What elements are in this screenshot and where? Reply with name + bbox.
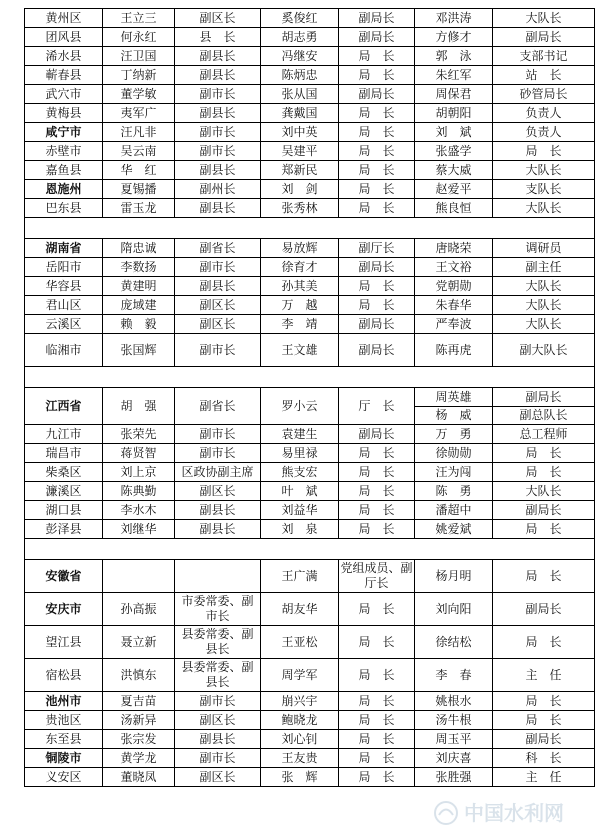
cell-liaison-name: 周保君	[415, 85, 493, 104]
cell-official-name: 丁纳新	[103, 66, 175, 85]
cell-region: 岳阳市	[25, 258, 103, 277]
spacer-cell	[25, 367, 595, 388]
cell-official-title: 副市长	[175, 444, 261, 463]
cell-contact-name: 万 越	[261, 296, 339, 315]
table-row	[25, 123, 595, 142]
cell-contact-name: 罗小云	[261, 388, 339, 425]
table-row	[25, 277, 595, 296]
cell-official-name: 蒋贤智	[103, 444, 175, 463]
cell-liaison-name: 方修才	[415, 28, 493, 47]
table-row	[25, 28, 595, 47]
cell-contact-name: 鲍晓龙	[261, 711, 339, 730]
cell-liaison-title: 局 长	[493, 692, 595, 711]
cell-official-name: 聂立新	[103, 626, 175, 659]
cell-official-name: 李数扬	[103, 258, 175, 277]
cell-official-name: 张宗发	[103, 730, 175, 749]
cell-contact-name: 易里禄	[261, 444, 339, 463]
cell-contact-name: 龚戴国	[261, 104, 339, 123]
cell-official-name: 汪卫国	[103, 47, 175, 66]
cell-official-name: 洪慎东	[103, 659, 175, 692]
cell-contact-name: 袁建生	[261, 425, 339, 444]
cell-official-title: 副市长	[175, 334, 261, 367]
cell-contact-title: 党组成员、副厅长	[339, 560, 415, 593]
cell-liaison-name: 刘向阳	[415, 593, 493, 626]
cell-liaison-title: 副局长	[493, 501, 595, 520]
table-row	[25, 425, 595, 444]
cell-region: 望江县	[25, 626, 103, 659]
cell-region: 嘉鱼县	[25, 161, 103, 180]
cell-liaison-name: 朱春华	[415, 296, 493, 315]
spacer-row	[25, 218, 595, 239]
table-row	[25, 85, 595, 104]
cell-official-name: 吴云南	[103, 142, 175, 161]
cell-contact-title: 局 长	[339, 659, 415, 692]
cell-official-name: 陈典勤	[103, 482, 175, 501]
cell-liaison-title: 局 长	[493, 626, 595, 659]
cell-liaison-name: 胡朝阳	[415, 104, 493, 123]
cell-official-name: 董学敏	[103, 85, 175, 104]
cell-liaison-name: 汤牛根	[415, 711, 493, 730]
cell-liaison-title: 局 长	[493, 711, 595, 730]
cell-official-title: 副市长	[175, 85, 261, 104]
cell-liaison-title: 负责人	[493, 123, 595, 142]
cell-liaison-title: 主 任	[493, 659, 595, 692]
spacer-row	[25, 539, 595, 560]
cell-liaison-name: 唐晓荣	[415, 239, 493, 258]
cell-region: 东至县	[25, 730, 103, 749]
cell-contact-title: 副局长	[339, 28, 415, 47]
cell-liaison-title: 副局长	[493, 388, 595, 407]
cell-contact-title: 局 长	[339, 123, 415, 142]
table-row	[25, 501, 595, 520]
cell-official-title: 县 长	[175, 28, 261, 47]
table-row	[25, 444, 595, 463]
cell-liaison-title: 副总队长	[493, 406, 595, 425]
cell-official-title: 副县长	[175, 501, 261, 520]
cell-official-title: 副市长	[175, 142, 261, 161]
cell-contact-title: 局 长	[339, 749, 415, 768]
cell-official-name: 李水木	[103, 501, 175, 520]
cell-official-title: 副市长	[175, 425, 261, 444]
table-row	[25, 768, 595, 787]
table-row	[25, 626, 595, 659]
cell-official-title: 副县长	[175, 47, 261, 66]
cell-region: 铜陵市	[25, 749, 103, 768]
cell-liaison-name: 朱红军	[415, 66, 493, 85]
cell-liaison-name: 张盛学	[415, 142, 493, 161]
cell-official-name: 庞域建	[103, 296, 175, 315]
table-row	[25, 482, 595, 501]
cell-official-title: 副区长	[175, 9, 261, 28]
cell-contact-title: 局 长	[339, 692, 415, 711]
watermark-text: 中国水利网	[464, 801, 564, 825]
table-row	[25, 749, 595, 768]
cell-region: 临湘市	[25, 334, 103, 367]
officials-table	[24, 8, 595, 787]
cell-official-title: 副区长	[175, 296, 261, 315]
table-row	[25, 258, 595, 277]
cell-liaison-name: 党朝勋	[415, 277, 493, 296]
cell-liaison-name: 郭 泳	[415, 47, 493, 66]
table-row	[25, 142, 595, 161]
cell-official-name: 孙高振	[103, 593, 175, 626]
cell-contact-title: 副局长	[339, 425, 415, 444]
cell-region: 安庆市	[25, 593, 103, 626]
cell-contact-name: 胡志勇	[261, 28, 339, 47]
cell-liaison-title: 大队长	[493, 9, 595, 28]
cell-region: 黄梅县	[25, 104, 103, 123]
cell-liaison-title: 科 长	[493, 749, 595, 768]
cell-contact-title: 局 长	[339, 104, 415, 123]
cell-liaison-title: 大队长	[493, 199, 595, 218]
cell-liaison-name: 姚根水	[415, 692, 493, 711]
cell-contact-name: 周学军	[261, 659, 339, 692]
cell-liaison-title: 大队长	[493, 161, 595, 180]
spacer-cell	[25, 218, 595, 239]
cell-liaison-title: 负责人	[493, 104, 595, 123]
table-row	[25, 296, 595, 315]
cell-contact-title: 局 长	[339, 180, 415, 199]
cell-contact-title: 局 长	[339, 296, 415, 315]
table-row	[25, 659, 595, 692]
cell-official-title: 区政协副主席	[175, 463, 261, 482]
cell-region: 华容县	[25, 277, 103, 296]
cell-liaison-name: 严奉波	[415, 315, 493, 334]
cell-contact-name: 刘 泉	[261, 520, 339, 539]
table-row	[25, 180, 595, 199]
cell-contact-name: 张从国	[261, 85, 339, 104]
cell-liaison-name: 万 勇	[415, 425, 493, 444]
cell-official-name: 张荣先	[103, 425, 175, 444]
cell-official-name: 王立三	[103, 9, 175, 28]
cell-contact-name: 刘心钊	[261, 730, 339, 749]
cell-liaison-title: 局 长	[493, 520, 595, 539]
cell-region: 巴东县	[25, 199, 103, 218]
table-row	[25, 560, 595, 593]
cell-liaison-name: 徐结松	[415, 626, 493, 659]
cell-contact-title: 局 长	[339, 768, 415, 787]
cell-liaison-name: 徐勋勋	[415, 444, 493, 463]
cell-liaison-title: 总工程师	[493, 425, 595, 444]
officials-table-body	[25, 9, 595, 787]
cell-official-title: 副区长	[175, 768, 261, 787]
cell-region: 宿松县	[25, 659, 103, 692]
cell-liaison-name: 张胜强	[415, 768, 493, 787]
cell-contact-title: 局 长	[339, 593, 415, 626]
cell-official-title: 副省长	[175, 239, 261, 258]
cell-official-title: 副县长	[175, 104, 261, 123]
cell-contact-name: 易放辉	[261, 239, 339, 258]
document-sheet	[24, 8, 594, 787]
cell-contact-title: 副局长	[339, 258, 415, 277]
cell-region: 池州市	[25, 692, 103, 711]
cell-contact-title: 副局长	[339, 334, 415, 367]
table-row	[25, 711, 595, 730]
cell-official-name: 赖 毅	[103, 315, 175, 334]
cell-contact-name: 熊支宏	[261, 463, 339, 482]
cell-official-title: 副县长	[175, 730, 261, 749]
cell-liaison-title: 副局长	[493, 730, 595, 749]
cell-contact-name: 崩兴宇	[261, 692, 339, 711]
cell-contact-name: 叶 斌	[261, 482, 339, 501]
cell-official-name: 何永红	[103, 28, 175, 47]
table-row	[25, 692, 595, 711]
cell-official-title: 副市长	[175, 123, 261, 142]
cell-official-title: 副区长	[175, 315, 261, 334]
cell-official-title: 副市长	[175, 749, 261, 768]
cell-contact-title: 局 长	[339, 482, 415, 501]
cell-official-title: 副县长	[175, 277, 261, 296]
cell-liaison-name: 周英雄	[415, 388, 493, 407]
cell-contact-title: 局 长	[339, 66, 415, 85]
table-row	[25, 334, 595, 367]
cell-official-title: 副县长	[175, 520, 261, 539]
cell-contact-name: 孙其美	[261, 277, 339, 296]
cell-contact-title: 局 长	[339, 444, 415, 463]
cell-official-title: 副县长	[175, 161, 261, 180]
cell-liaison-title: 砂管局长	[493, 85, 595, 104]
table-row	[25, 161, 595, 180]
table-row	[25, 239, 595, 258]
cell-region: 蕲春县	[25, 66, 103, 85]
cell-contact-name: 奚俊红	[261, 9, 339, 28]
cell-region: 浠水县	[25, 47, 103, 66]
cell-contact-title: 局 长	[339, 47, 415, 66]
cell-region: 安徽省	[25, 560, 103, 593]
cell-liaison-title: 支队长	[493, 180, 595, 199]
cell-contact-name: 吴建平	[261, 142, 339, 161]
cell-official-name: 董晓凤	[103, 768, 175, 787]
cell-liaison-name: 陈再虎	[415, 334, 493, 367]
spacer-cell	[25, 539, 595, 560]
cell-liaison-title: 站 长	[493, 66, 595, 85]
cell-liaison-title: 大队长	[493, 315, 595, 334]
cell-liaison-title: 大队长	[493, 277, 595, 296]
cell-liaison-name: 赵爱平	[415, 180, 493, 199]
cell-region: 湖南省	[25, 239, 103, 258]
cell-official-name: 汤新异	[103, 711, 175, 730]
cell-liaison-name: 杨 威	[415, 406, 493, 425]
cell-contact-title: 局 长	[339, 463, 415, 482]
cell-official-title: 县委常委、副县长	[175, 659, 261, 692]
cell-official-name: 夷军广	[103, 104, 175, 123]
cell-region: 武穴市	[25, 85, 103, 104]
cell-contact-title: 副厅长	[339, 239, 415, 258]
cell-liaison-name: 潘超中	[415, 501, 493, 520]
spacer-row	[25, 367, 595, 388]
cell-liaison-name: 王文裕	[415, 258, 493, 277]
cell-official-name: 刘上京	[103, 463, 175, 482]
cell-official-name: 夏锡播	[103, 180, 175, 199]
cell-contact-title: 局 长	[339, 711, 415, 730]
cell-liaison-title: 副局长	[493, 28, 595, 47]
cell-liaison-name: 杨月明	[415, 560, 493, 593]
cell-region: 君山区	[25, 296, 103, 315]
table-row	[25, 593, 595, 626]
cell-official-name	[103, 560, 175, 593]
cell-liaison-name: 蔡大威	[415, 161, 493, 180]
cell-official-name: 华 红	[103, 161, 175, 180]
cell-official-name: 隋忠诚	[103, 239, 175, 258]
table-row	[25, 520, 595, 539]
table-row	[25, 463, 595, 482]
cell-liaison-title: 大队长	[493, 482, 595, 501]
site-watermark-logo	[432, 798, 612, 828]
cell-official-title	[175, 560, 261, 593]
cell-official-name: 黄建明	[103, 277, 175, 296]
cell-contact-title: 局 长	[339, 161, 415, 180]
cell-official-title: 副区长	[175, 711, 261, 730]
cell-liaison-title: 局 长	[493, 560, 595, 593]
cell-contact-name: 徐育才	[261, 258, 339, 277]
cell-contact-title: 厅 长	[339, 388, 415, 425]
cell-liaison-title: 局 长	[493, 142, 595, 161]
cell-official-title: 市委常委、副市长	[175, 593, 261, 626]
cell-liaison-title: 副主任	[493, 258, 595, 277]
cell-region: 咸宁市	[25, 123, 103, 142]
cell-contact-name: 郑新民	[261, 161, 339, 180]
cell-liaison-name: 陈 勇	[415, 482, 493, 501]
cell-contact-name: 王友贵	[261, 749, 339, 768]
cell-official-title: 副州长	[175, 180, 261, 199]
cell-region: 黄州区	[25, 9, 103, 28]
cell-region: 彭泽县	[25, 520, 103, 539]
cell-liaison-title: 调研员	[493, 239, 595, 258]
cell-contact-name: 陈炳忠	[261, 66, 339, 85]
cell-official-name: 张国辉	[103, 334, 175, 367]
table-row	[25, 730, 595, 749]
cell-liaison-name: 周玉平	[415, 730, 493, 749]
cell-contact-title: 副局长	[339, 85, 415, 104]
table-row	[25, 104, 595, 123]
cell-official-name: 黄学龙	[103, 749, 175, 768]
cell-liaison-name: 刘庆喜	[415, 749, 493, 768]
cell-official-title: 县委常委、副县长	[175, 626, 261, 659]
cell-region: 团风县	[25, 28, 103, 47]
cell-contact-title: 局 长	[339, 142, 415, 161]
cell-region: 赤壁市	[25, 142, 103, 161]
cell-contact-name: 冯继安	[261, 47, 339, 66]
cell-liaison-title: 支部书记	[493, 47, 595, 66]
cell-region: 瑞昌市	[25, 444, 103, 463]
cell-liaison-name: 邓洪涛	[415, 9, 493, 28]
cell-official-title: 副区长	[175, 482, 261, 501]
cell-contact-name: 刘 剑	[261, 180, 339, 199]
cell-official-name: 汪凡非	[103, 123, 175, 142]
cell-official-title: 副市长	[175, 692, 261, 711]
cell-region: 云溪区	[25, 315, 103, 334]
table-row	[25, 199, 595, 218]
cell-contact-title: 局 长	[339, 730, 415, 749]
cell-liaison-title: 主 任	[493, 768, 595, 787]
cell-region: 濂溪区	[25, 482, 103, 501]
cell-liaison-title: 局 长	[493, 444, 595, 463]
cell-contact-name: 张秀林	[261, 199, 339, 218]
cell-contact-name: 王广满	[261, 560, 339, 593]
cell-region: 柴桑区	[25, 463, 103, 482]
cell-official-name: 雷玉龙	[103, 199, 175, 218]
cell-official-name: 胡 强	[103, 388, 175, 425]
cell-contact-title: 局 长	[339, 277, 415, 296]
cell-liaison-name: 刘 斌	[415, 123, 493, 142]
table-row	[25, 66, 595, 85]
cell-region: 贵池区	[25, 711, 103, 730]
cell-official-title: 副省长	[175, 388, 261, 425]
cell-liaison-name: 汪为闯	[415, 463, 493, 482]
cell-contact-title: 局 长	[339, 501, 415, 520]
table-row	[25, 315, 595, 334]
table-row	[25, 47, 595, 66]
cell-region: 九江市	[25, 425, 103, 444]
cell-liaison-title: 局 长	[493, 463, 595, 482]
cell-contact-title: 局 长	[339, 520, 415, 539]
cell-official-title: 副市长	[175, 258, 261, 277]
cell-contact-name: 胡友华	[261, 593, 339, 626]
cell-contact-name: 李 靖	[261, 315, 339, 334]
cell-contact-name: 张 辉	[261, 768, 339, 787]
cell-contact-name: 王文雄	[261, 334, 339, 367]
cell-liaison-title: 大队长	[493, 296, 595, 315]
cell-region: 江西省	[25, 388, 103, 425]
cell-official-title: 副县长	[175, 66, 261, 85]
cell-contact-name: 刘益华	[261, 501, 339, 520]
cell-contact-name: 王亚松	[261, 626, 339, 659]
cell-contact-title: 副局长	[339, 315, 415, 334]
cell-region: 义安区	[25, 768, 103, 787]
table-row	[25, 9, 595, 28]
cell-region: 湖口县	[25, 501, 103, 520]
cell-contact-title: 局 长	[339, 199, 415, 218]
cell-liaison-title: 副局长	[493, 593, 595, 626]
cell-contact-name: 刘中英	[261, 123, 339, 142]
cell-contact-title: 局 长	[339, 626, 415, 659]
cell-official-name: 夏吉苗	[103, 692, 175, 711]
table-row	[25, 388, 595, 407]
cell-liaison-title: 副大队长	[493, 334, 595, 367]
cell-official-title: 副县长	[175, 199, 261, 218]
cell-liaison-name: 姚爱斌	[415, 520, 493, 539]
cell-liaison-name: 李 春	[415, 659, 493, 692]
cell-liaison-name: 熊良恒	[415, 199, 493, 218]
cell-region: 恩施州	[25, 180, 103, 199]
cell-official-name: 刘继华	[103, 520, 175, 539]
cell-contact-title: 副局长	[339, 9, 415, 28]
